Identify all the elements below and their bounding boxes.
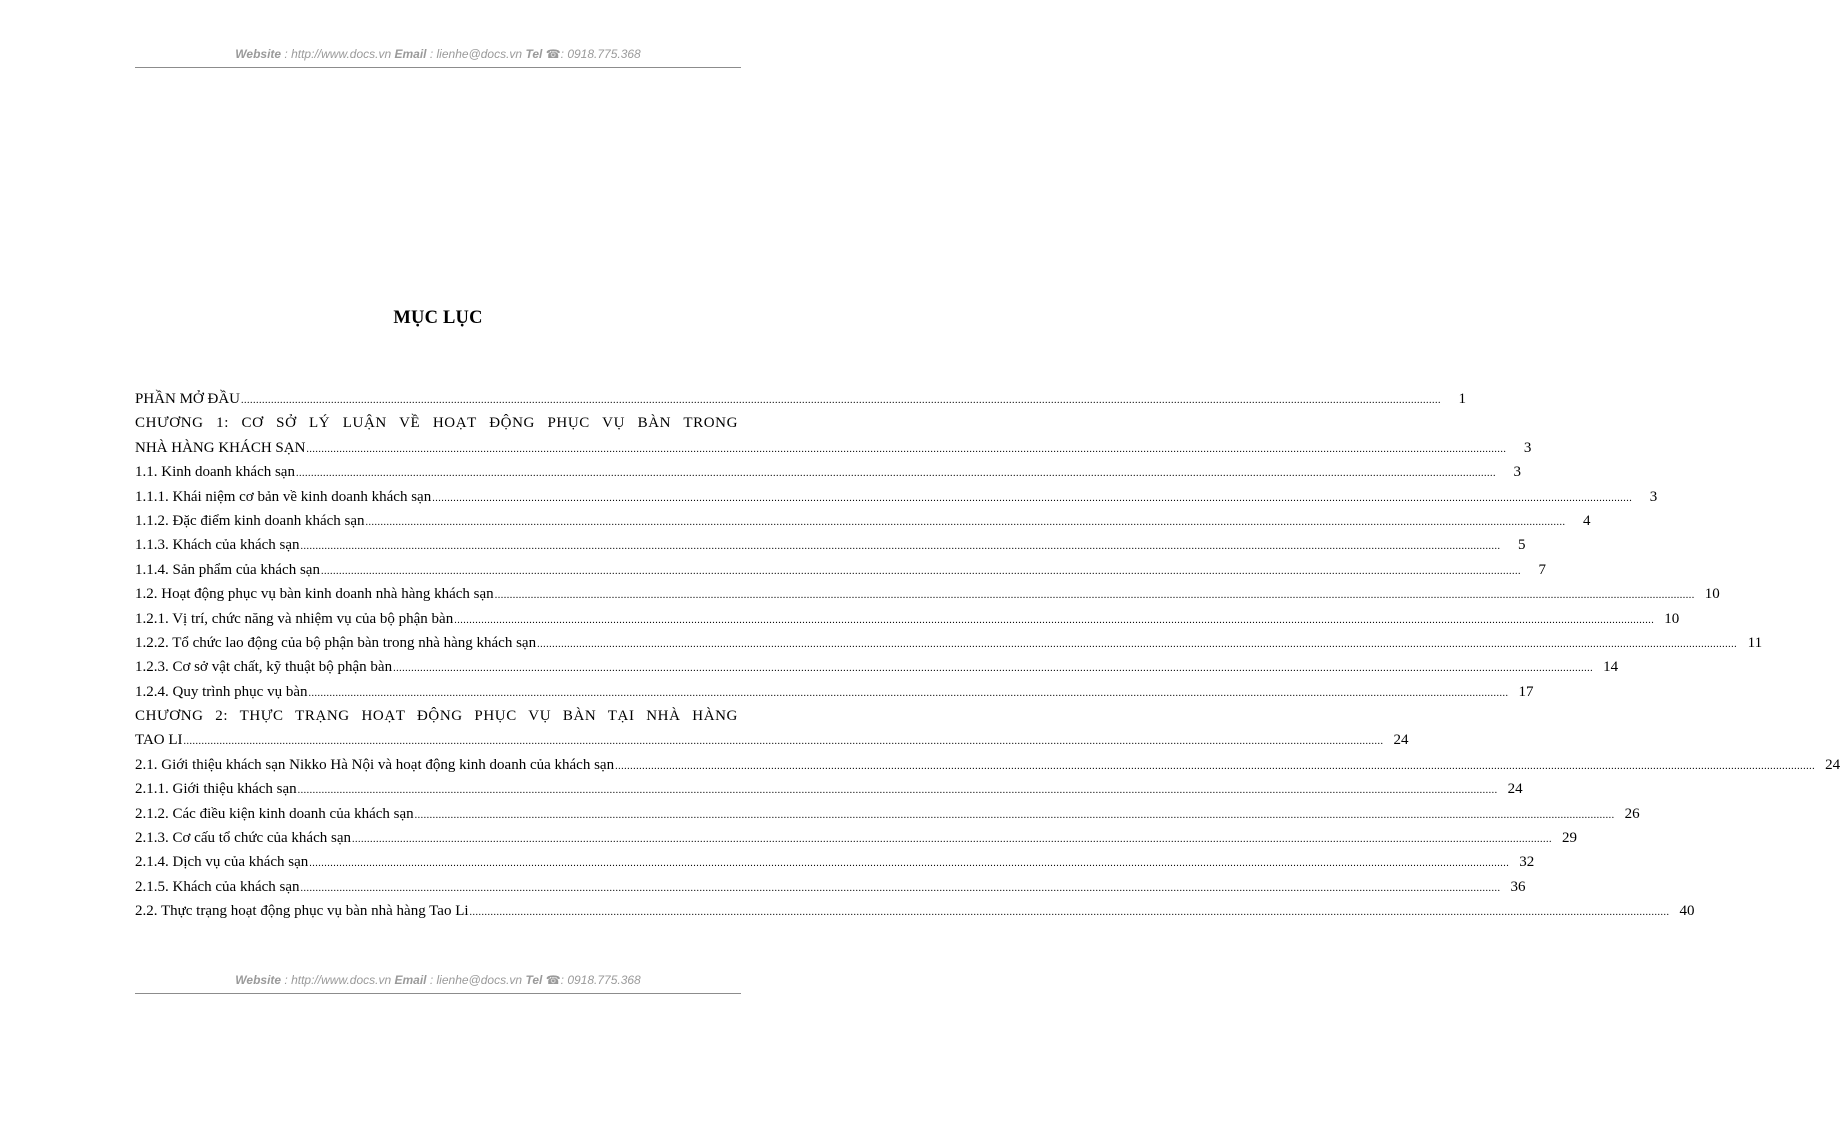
toc-entry-page: 32 xyxy=(1519,854,1535,871)
toc-entry-label: CHƯƠNG 2: THỰC TRẠNG HOẠT ĐỘNG PHỤC VỤ BÀN TẠI NHÀ HÀNG xyxy=(135,708,738,725)
toc-entry-label: CHƯƠNG 1: CƠ SỞ LÝ LUẬN VỀ HOẠT ĐỘNG PHỤC VỤ BÀN TRONG xyxy=(135,415,738,432)
header-website-label: Website xyxy=(235,47,282,61)
toc-entry[interactable] xyxy=(135,899,1695,923)
toc-entry-label: 1.1.4. Sản phẩm của khách sạn xyxy=(135,561,320,578)
header-website-url[interactable]: http://www.docs.vn xyxy=(291,47,392,61)
toc-entry-page: 24 xyxy=(1393,732,1409,749)
toc-entry-label: 1.2.3. Cơ sở vật chất, kỹ thuật bộ phận bàn xyxy=(135,659,393,676)
toc-entry[interactable] xyxy=(135,607,1680,631)
phone-icon: ☎ xyxy=(545,47,561,61)
dot-leader: ................................................................................................................................................................................................................................................................................................................................................................................................................ xyxy=(469,907,1670,919)
toc-entry-page: 24 xyxy=(1507,781,1523,798)
toc-entry-label: 1.2.4. Quy trình phục vụ bàn xyxy=(135,683,308,700)
toc-entry-label: 2.1.1. Giới thiệu khách sạn xyxy=(135,781,297,798)
toc-entry-label: 2.1.5. Khách của khách sạn xyxy=(135,878,300,895)
toc-entry-label: 2.1.3. Cơ cấu tổ chức của khách sạn xyxy=(135,830,351,847)
dot-leader: ................................................................................................................................................................................................................................................................................................................................................................................................................ xyxy=(241,395,1442,406)
toc-entry-label: 1.1.1. Khái niệm cơ bản về kinh doanh khách sạn xyxy=(135,488,432,505)
toc-entry[interactable] xyxy=(135,411,738,435)
toc-entry[interactable] xyxy=(135,680,1534,704)
dot-leader: ................................................................................................................................................................................................................................................................................................................................................................................................................ xyxy=(306,443,1507,455)
toc-entry-page: 29 xyxy=(1562,830,1577,847)
toc-entry-page: 3 xyxy=(1523,439,1532,456)
toc-entry[interactable] xyxy=(135,485,1658,509)
table-of-contents xyxy=(135,387,1840,924)
toc-entry-label: 1.1.3. Khách của khách sạn xyxy=(135,537,300,554)
toc-entry-page: 7 xyxy=(1538,561,1546,578)
footer-divider xyxy=(135,993,741,994)
toc-entry[interactable] xyxy=(135,777,1523,801)
dot-leader: ................................................................................................................................................................................................................................................................................................................................................................................................................ xyxy=(297,785,1498,797)
toc-entry[interactable] xyxy=(135,826,1577,850)
toc-entry[interactable] xyxy=(135,753,1840,777)
header-tel-label: Tel xyxy=(525,47,543,61)
header-email-value[interactable]: lienhe@docs.vn xyxy=(436,47,523,61)
header-email-label: Email xyxy=(394,47,427,61)
toc-entry[interactable] xyxy=(135,582,1720,606)
dot-leader: ................................................................................................................................................................................................................................................................................................................................................................................................................ xyxy=(414,809,1615,821)
toc-entry-label: 1.2. Hoạt động phục vụ bàn kinh doanh nhà hàng khách sạn xyxy=(135,586,494,603)
toc-entry-page: 11 xyxy=(1747,634,1763,651)
footer-website-url[interactable]: http://www.docs.vn xyxy=(291,973,392,987)
toc-entry-page: 17 xyxy=(1518,683,1534,700)
page-title: MỤC LỤC xyxy=(393,308,483,328)
footer-email-label: Email xyxy=(394,973,427,987)
toc-entry[interactable] xyxy=(135,533,1526,557)
dot-leader: ................................................................................................................................................................................................................................................................................................................................................................................................................ xyxy=(454,614,1655,626)
toc-entry[interactable] xyxy=(135,631,1763,655)
toc-entry-page: 3 xyxy=(1513,464,1521,481)
toc-entry[interactable] xyxy=(135,655,1619,679)
toc-entry[interactable] xyxy=(135,436,1532,460)
toc-entry-page: 10 xyxy=(1704,586,1720,603)
page-footer: Website : http://www.docs.vn Email : lienhe@docs.vn Tel ☎: 0918.775.368 xyxy=(235,973,641,987)
toc-entry-label: 2.1.2. Các điều kiện kinh doanh của khách sạn xyxy=(135,805,414,822)
toc-entry-page: 24 xyxy=(1825,756,1840,773)
footer-website-label: Website xyxy=(235,973,282,987)
dot-leader: ................................................................................................................................................................................................................................................................................................................................................................................................................ xyxy=(183,736,1384,748)
dot-leader: ................................................................................................................................................................................................................................................................................................................................................................................................................ xyxy=(308,687,1509,699)
toc-entry[interactable] xyxy=(135,509,1591,533)
footer-tel-value: 0918.775.368 xyxy=(567,973,641,987)
dot-leader: ................................................................................................................................................................................................................................................................................................................................................................................................................ xyxy=(537,638,1738,650)
dot-leader: ................................................................................................................................................................................................................................................................................................................................................................................................................ xyxy=(309,858,1510,870)
dot-leader: ................................................................................................................................................................................................................................................................................................................................................................................................................ xyxy=(393,663,1594,675)
toc-entry-page: 10 xyxy=(1664,610,1680,627)
toc-entry-label: 2.1.4. Dịch vụ của khách sạn xyxy=(135,854,309,871)
toc-entry[interactable] xyxy=(135,558,1546,582)
dot-leader: ................................................................................................................................................................................................................................................................................................................................................................................................................ xyxy=(365,516,1566,528)
toc-entry-label: 1.2.2. Tổ chức lao động của bộ phận bàn trong nhà hàng khách sạn xyxy=(135,634,537,651)
dot-leader: ................................................................................................................................................................................................................................................................................................................................................................................................................ xyxy=(432,492,1633,504)
dot-leader: ................................................................................................................................................................................................................................................................................................................................................................................................................ xyxy=(352,834,1552,846)
page-header: Website : http://www.docs.vn Email : lienhe@docs.vn Tel ☎: 0918.775.368 xyxy=(235,47,641,61)
toc-entry[interactable] xyxy=(135,704,738,728)
toc-entry[interactable] xyxy=(135,850,1535,874)
toc-entry-label: 1.1. Kinh doanh khách sạn xyxy=(135,464,295,481)
dot-leader: ................................................................................................................................................................................................................................................................................................................................................................................................................ xyxy=(300,882,1501,894)
toc-entry-label: 1.2.1. Vị trí, chức năng và nhiệm vụ của bộ phận bàn xyxy=(135,610,454,627)
header-tel-value: 0918.775.368 xyxy=(567,47,641,61)
dot-leader: ................................................................................................................................................................................................................................................................................................................................................................................................................ xyxy=(494,590,1695,602)
header-divider xyxy=(135,67,741,68)
dot-leader: ................................................................................................................................................................................................................................................................................................................................................................................................................ xyxy=(300,541,1501,553)
toc-entry-page: 5 xyxy=(1518,537,1526,554)
toc-entry-page: 3 xyxy=(1649,488,1658,505)
toc-entry-page: 4 xyxy=(1583,512,1591,529)
toc-entry-page: 14 xyxy=(1603,659,1619,676)
dot-leader: ................................................................................................................................................................................................................................................................................................................................................................................................................ xyxy=(320,565,1521,577)
toc-entry-page: 36 xyxy=(1510,878,1526,895)
dot-leader: ................................................................................................................................................................................................................................................................................................................................................................................................................ xyxy=(615,760,1816,772)
toc-entry-page: 40 xyxy=(1679,903,1695,920)
toc-entry-page: 1 xyxy=(1458,391,1467,407)
toc-entry-label: 2.1. Giới thiệu khách sạn Nikko Hà Nội và hoạt động kinh doanh của khách sạn xyxy=(135,756,615,773)
toc-entry-page: 26 xyxy=(1624,805,1640,822)
toc-entry[interactable] xyxy=(135,387,1467,411)
phone-icon: ☎ xyxy=(545,973,561,987)
toc-entry-label: TAO LI xyxy=(135,732,183,749)
toc-entry-label: 2.2. Thực trạng hoạt động phục vụ bàn nhà hàng Tao Li xyxy=(135,903,469,920)
footer-tel-label: Tel xyxy=(525,973,543,987)
toc-entry-label: PHẦN MỞ ĐẦU xyxy=(135,391,241,407)
footer-email-value[interactable]: lienhe@docs.vn xyxy=(436,973,523,987)
toc-entry-label: NHÀ HÀNG KHÁCH SẠN xyxy=(135,439,306,456)
toc-entry[interactable] xyxy=(135,875,1526,899)
toc-entry[interactable] xyxy=(135,460,1521,484)
toc-entry[interactable] xyxy=(135,728,1409,752)
dot-leader: ................................................................................................................................................................................................................................................................................................................................................................................................................ xyxy=(295,468,1496,480)
toc-entry-label: 1.1.2. Đặc điểm kinh doanh khách sạn xyxy=(135,512,365,529)
toc-entry[interactable] xyxy=(135,802,1640,826)
